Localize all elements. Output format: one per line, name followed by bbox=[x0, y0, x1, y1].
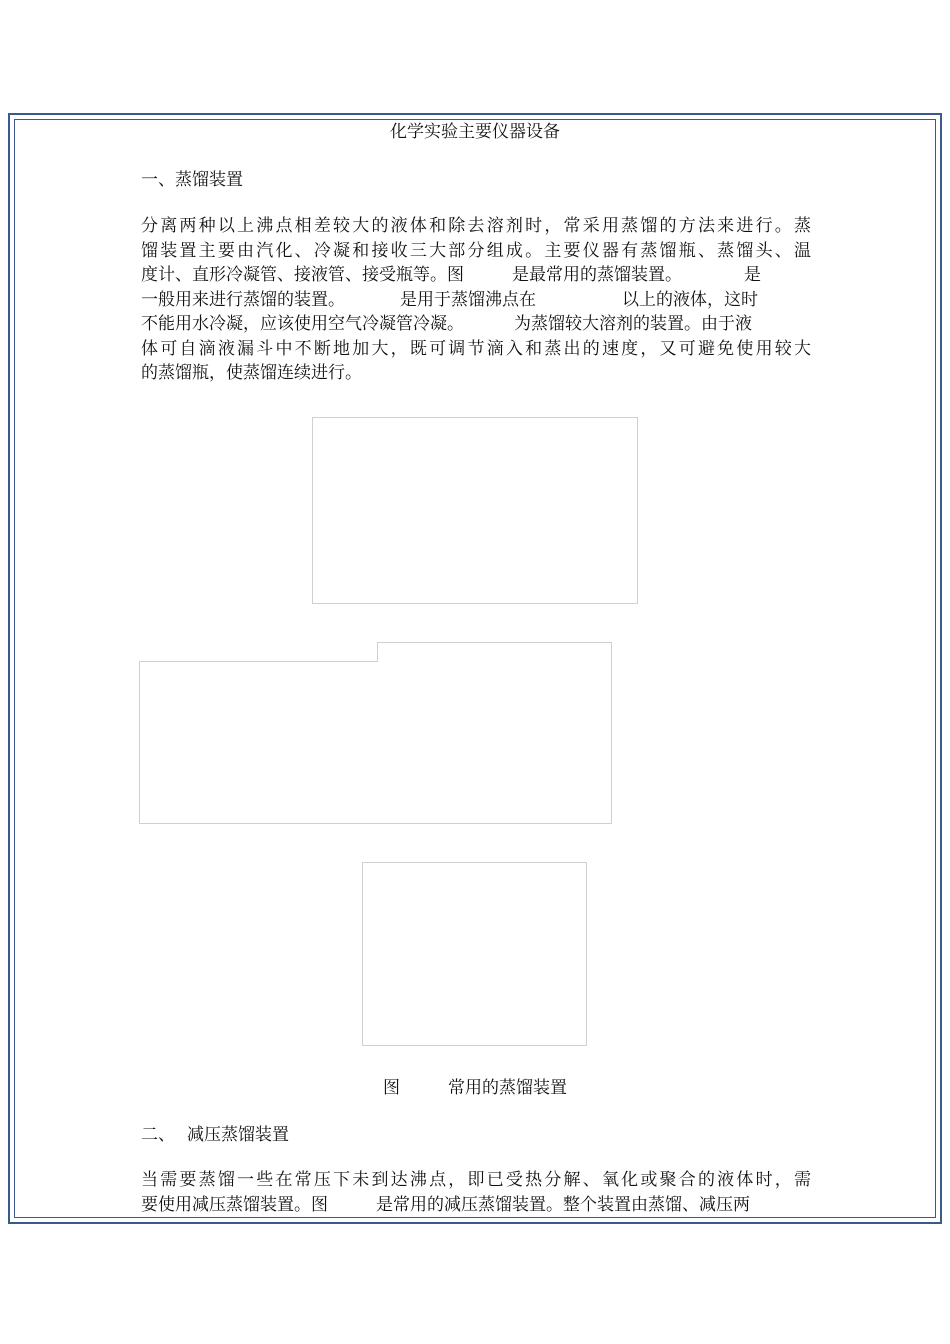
paragraph-segment: 一般用来进行蒸馏的装置。 bbox=[141, 289, 345, 310]
paragraph-line bbox=[141, 288, 811, 313]
paragraph-line bbox=[141, 263, 811, 288]
paragraph-line: 体可自滴液漏斗中不断地加大，既可调节滴入和蒸出的速度，又可避免使用较大 bbox=[141, 338, 811, 359]
caption-text: 常用的蒸馏装置 bbox=[448, 1078, 567, 1098]
section-heading-vacuum bbox=[141, 1124, 289, 1146]
paragraph-line: 的蒸馏瓶，使蒸馏连续进行。 bbox=[141, 363, 362, 383]
figure-placeholder-3 bbox=[362, 862, 587, 1046]
paragraph-segment: 以上的液体，这时 bbox=[622, 289, 758, 310]
paragraph-line bbox=[141, 1193, 811, 1218]
paragraph-segment: 是 bbox=[744, 265, 761, 285]
figure-caption bbox=[0, 1077, 950, 1099]
distillation-paragraph bbox=[141, 214, 811, 386]
section-heading-distillation: 一、蒸馏装置 bbox=[141, 170, 243, 190]
heading-text: 减压蒸馏装置 bbox=[187, 1125, 289, 1145]
paragraph-segment: 不能用水冷凝，应该使用空气冷凝管冷凝。 bbox=[141, 314, 464, 334]
vacuum-paragraph bbox=[141, 1168, 811, 1217]
paragraph-segment: 要使用减压蒸馏装置。图 bbox=[141, 1194, 328, 1215]
paragraph-segment: 是用于蒸馏沸点在 bbox=[400, 289, 536, 310]
paragraph-line: 当需要蒸馏一些在常压下未到达沸点，即已受热分解、氧化或聚合的液体时，需 bbox=[141, 1170, 811, 1190]
paragraph-line: 馏装置主要由汽化、冷凝和接收三大部分组成。主要仪器有蒸馏瓶、蒸馏头、温 bbox=[141, 240, 811, 261]
figure-placeholder-1 bbox=[312, 417, 638, 604]
paragraph-segment: 度计、直形冷凝管、接液管、接受瓶等。图 bbox=[141, 265, 464, 285]
document-title: 化学实验主要仪器设备 bbox=[390, 122, 560, 142]
caption-prefix: 图 bbox=[383, 1078, 400, 1098]
paragraph-segment: 是常用的减压蒸馏装置。整个装置由蒸馏、减压两 bbox=[376, 1194, 750, 1215]
paragraph-line: 分离两种以上沸点相差较大的液体和除去溶剂时，常采用蒸馏的方法来进行。蒸 bbox=[141, 216, 811, 236]
paragraph-line bbox=[141, 312, 811, 337]
heading-number: 二、 bbox=[141, 1125, 175, 1145]
paragraph-segment: 为蒸馏较大溶剂的装置。由于液 bbox=[514, 314, 752, 334]
figure-placeholder-2 bbox=[139, 642, 612, 824]
paragraph-segment: 是最常用的蒸馏装置。 bbox=[512, 265, 682, 285]
